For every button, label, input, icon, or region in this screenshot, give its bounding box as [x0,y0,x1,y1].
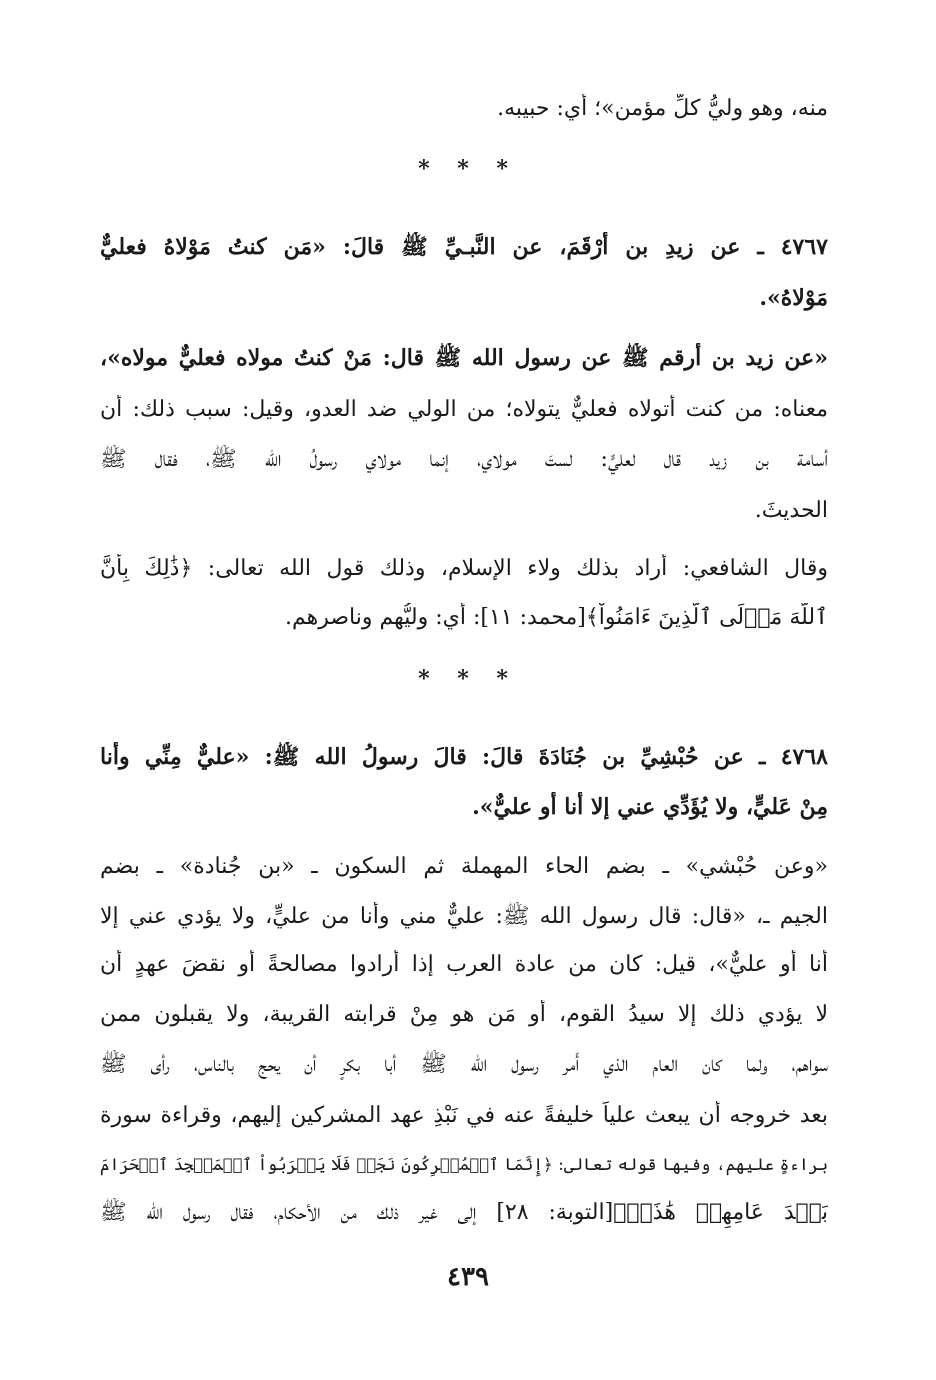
text-line: لا يؤدي ذلك إلا سيدُ القوم، أو مَن هو مِنْ قرابته القريبة، ولا يقبلون ممن [100,1002,828,1027]
page-number: ٤٣٩ [447,1262,489,1292]
hadith-heading-4767: ٤٧٦٧ ـ عن زيدِ بن أَرْقَمَ، عن النَّبـيِّ ﷺ قالَ: «مَن كنتُ مَوْلاهُ فعليٌّ [100,234,828,260]
text-line: الجيم ـ، «قال: قال رسول الله ﷺ: عليٌّ مني وأنا من عليٍّ، ولا يؤدي عني إلا [100,904,828,929]
text-line: وقال الشافعي: أراد بذلك ولاء الإسلام، وذلك قول الله تعالى: ﴿ذَٰلِكَ بِأَنَّ [100,556,828,581]
text-line: براءةٍ عليهم، وفيها قوله تعالى: ﴿إِنَّمَا ٱلۡمُشۡرِكُونَ نَجَسٞ فَلَا يَقۡرَبُواْ ٱلۡمَسۡجِدَ ٱلۡحَرَامَ [100,1155,828,1174]
text-line: أنا أو عليٌّ»، قيل: كان من عادة العرب إذا أرادوا مصالحةً أو نقضَ عهدٍ أن [100,952,828,977]
text-line: ٱللَّهَ مَوۡلَى ٱلَّذِينَ ءَامَنُواْ﴾[محمد: ١١]: أي: وليُّهم وناصرهم. [284,605,828,630]
hadith-heading-4768-cont: مِنْ عَليٍّ، ولا يُؤَدِّي عني إلا أنا أو عليٌّ». [472,794,828,820]
hadith-heading-4767-cont: مَوْلاهُ». [759,285,828,311]
text-line: أسامة بن زيد قال لعليٍّ: لستَ مولاي، إنما مولاي رسولُ الله ﷺ، فقال ﷺ [100,447,828,472]
text-line: معناه: من كنت أتولاه فعليٌّ يتولاه؛ من الولي ضد العدو، وقيل: سبب ذلك: أن [100,397,828,422]
section-separator: * * * [418,156,518,182]
text-line: منه، وهو وليُّ كلِّ مؤمن»؛ أي: حبيبه. [497,96,828,121]
text-line: الحديثَ. [754,498,828,523]
section-separator: * * * [418,666,518,692]
text-line: سواهم، ولما كان العام الذي أَمر رسول الله ﷺ أبا بكرٍ أن يحج بالناس، رأى ﷺ [100,1052,828,1077]
text-line: «وعن حُبْشي» ـ بضم الحاء المهملة ثم السكون ـ «بن جُنادة» ـ بضم [100,854,828,879]
text-line: بَعۡدَ عَامِهِمۡ هَٰذَاۚ﴾[التوبة: ٢٨] إلى غير ذلك من الأحكام، فقال رسول الله ﷺ [100,1200,828,1225]
text-line: بعد خروجه أن يبعث علياً خليفةً عنه في نَبْذِ عهد المشركين إليهم، وقراءة سورة [100,1103,828,1128]
hadith-heading-4768: ٤٧٦٨ ـ عن حُبْشِيِّ بن جُنَادَةَ قالَ: قالَ رسولُ الله ﷺ: «عليٌّ مِنِّي وأنا [100,744,828,770]
commentary-quote: «عن زيد بن أرقم ﷺ عن رسول الله ﷺ قال: مَنْ كنتُ مولاه فعليٌّ مولاه»، [100,345,828,371]
